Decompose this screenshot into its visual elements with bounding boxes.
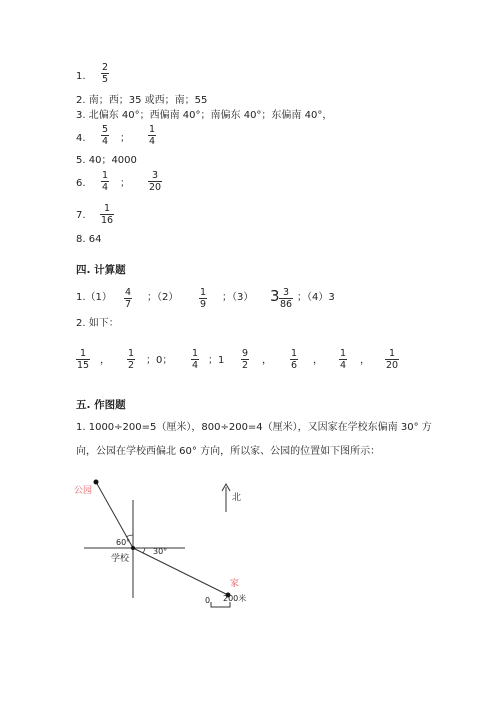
fraction-denominator: 9: [200, 299, 207, 310]
angle-30-label: 30°: [153, 547, 168, 556]
fraction-numerator: 1: [291, 348, 298, 359]
calc2-label: 2. 如下：: [76, 318, 119, 329]
fraction-numerator: 1: [389, 348, 396, 359]
fraction-denominator: 4: [102, 182, 109, 193]
fraction-denominator: 4: [102, 136, 109, 147]
fraction-numerator: 9: [242, 348, 249, 359]
school-point: [131, 546, 135, 550]
fraction-numerator: 1: [200, 287, 207, 298]
fraction-denominator: 5: [102, 74, 109, 85]
q4-separator: ；: [120, 133, 130, 144]
q1-label: 1.: [76, 71, 86, 82]
home-label: 家: [230, 579, 240, 589]
fraction-denominator: 6: [291, 360, 298, 371]
draw-explanation-line-1: 1. 1000÷200=5（厘米），800÷200=4（厘米），又因家在学校东偏南 30° 方: [76, 422, 432, 433]
answer-separator: ；1: [208, 355, 225, 366]
answer-separator: ，: [313, 355, 323, 366]
answer-separator: ，: [100, 355, 110, 366]
fraction-numerator: 1: [102, 170, 109, 181]
fraction-numerator: 4: [125, 287, 132, 298]
q5-answer: 5. 40；4000: [76, 155, 137, 166]
fraction-denominator: 7: [125, 299, 132, 310]
section-5-heading: 五. 作图题: [76, 399, 126, 411]
calc1-mixed-whole: 3: [270, 287, 280, 305]
fraction-denominator: 2: [128, 360, 135, 371]
q6-separator: ；: [120, 178, 130, 189]
park-point: [94, 480, 99, 485]
fraction-numerator: 1: [80, 348, 87, 359]
fraction-denominator: 4: [192, 360, 199, 371]
fraction-denominator: 4: [340, 360, 347, 371]
angle-60-label: 60°: [116, 538, 131, 547]
q4-label: 4.: [76, 133, 86, 144]
school-to-home-line: [133, 548, 228, 595]
answer-separator: ，: [262, 355, 272, 366]
section-4-heading: 四. 计算题: [76, 264, 126, 276]
fraction-denominator: 15: [77, 360, 90, 371]
fraction-numerator: 3: [283, 287, 290, 298]
q2-answer: 2. 南；西；35 或西；南；55: [76, 95, 208, 106]
north-label: 北: [232, 493, 242, 503]
draw-explanation-line-2: 向，公园在学校西偏北 60° 方向，所以家、公园的位置如下图所示：: [76, 446, 381, 457]
fraction-numerator: 2: [102, 62, 109, 73]
fraction-denominator: 20: [386, 360, 399, 371]
fraction-numerator: 1: [149, 124, 156, 135]
calc1-label: 1.（1）: [76, 292, 112, 303]
fraction-numerator: 1: [104, 203, 111, 214]
q6-label: 6.: [76, 178, 86, 189]
answer-separator: ；0；: [146, 355, 173, 366]
q7-label: 7.: [76, 210, 86, 221]
answer-separator: ，: [360, 355, 370, 366]
calc1-part2-label: ；（2）: [147, 292, 179, 303]
fraction-numerator: 3: [152, 170, 159, 181]
fraction-numerator: 1: [340, 348, 347, 359]
calc1-part3-label: ；（3）: [222, 292, 254, 303]
fraction-denominator: 16: [101, 215, 114, 226]
fraction-numerator: 5: [102, 124, 109, 135]
calc1-part4: ；（4）3: [297, 292, 335, 303]
q8-answer: 8. 64: [76, 234, 102, 245]
scale-distance-label: 200米: [223, 594, 247, 603]
fraction-denominator: 2: [242, 360, 249, 371]
q3-answer: 3. 北偏东 40°；西偏南 40°；南偏东 40°；东偏南 40°，: [76, 110, 333, 121]
scale-zero-label: 0: [205, 596, 211, 605]
fraction-denominator: 86: [280, 299, 293, 310]
school-label: 学校: [111, 554, 130, 564]
angle-30-arc: [143, 548, 145, 553]
park-label: 公园: [74, 486, 93, 496]
fraction-numerator: 1: [128, 348, 135, 359]
fraction-numerator: 1: [192, 348, 199, 359]
fraction-denominator: 20: [149, 182, 162, 193]
fraction-denominator: 4: [149, 136, 156, 147]
